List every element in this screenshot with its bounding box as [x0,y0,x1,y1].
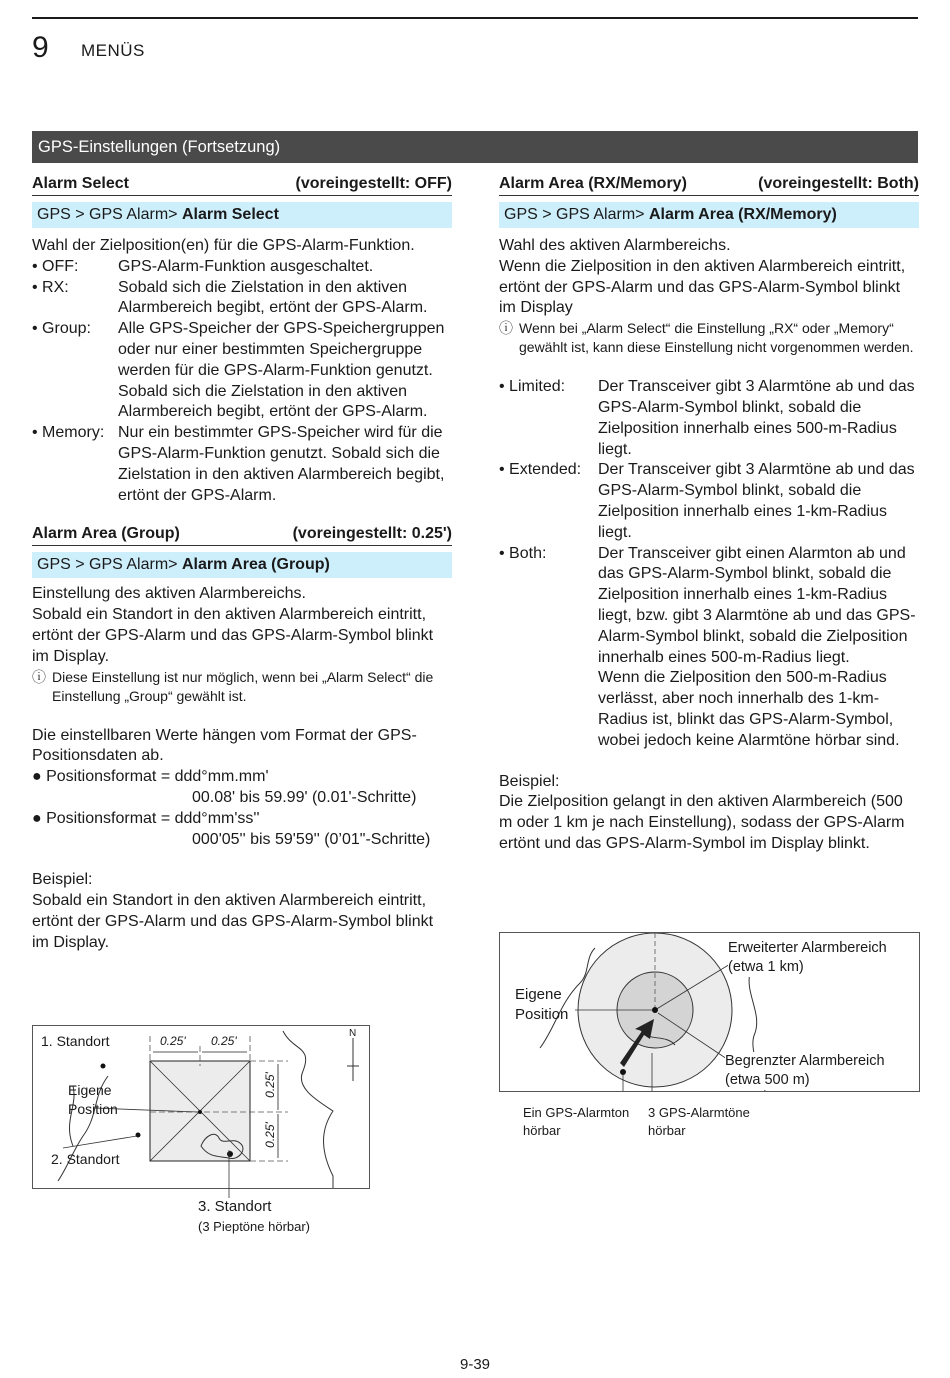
alarm-select-title: Alarm Select [32,175,129,192]
alarm-area-group-title: Alarm Area (Group) [32,525,180,543]
north-label: N [349,1028,357,1039]
eigene-label: Eigene [68,1082,112,1098]
alarm-area-rx-intro: Wahl des aktiven Alarmbereichs. [499,237,731,254]
alarm-area-group-default: (voreingestellt: 0.25') [292,525,452,543]
option-memory: • Memory: Nur ein bestimmter GPS-Speicher wird für die GPS-Alarm-Funktion genutzt. Sobald sich die Zielstation in den aktiven Alarmbereich begibt, ertönt der GPS-Alarm. [32,424,445,504]
standort1-label: 1. Standort [41,1033,110,1049]
alarm-area-rx-desc: Wenn die Zielposition in den aktiven Alarmbereich eintritt, ertönt der GPS-Alarm und das GPS-Alarm-Symbol blinkt im Display [499,257,906,317]
alarm-select-default: (voreingestellt: OFF) [295,175,452,192]
example-label-left: Beispiel: [32,871,93,889]
one-tone-label: Ein GPS-Alarmton hörbar [523,1105,630,1138]
section-title-bar: GPS-Einstellungen (Fortsetzung) [32,131,918,163]
own-position-dot [198,1110,202,1114]
alarm-area-group-intro: Einstellung des aktiven Alarmbereichs. [32,585,306,603]
left-column [32,174,452,954]
alarm-select-intro: Wahl der Zielposition(en) für die GPS-Alarm-Funktion. [32,237,415,254]
bullet-icon: ● [32,768,47,786]
option-limited: • Limited: Der Transceiver gibt 3 Alarmtöne ab und das GPS-Alarm-Symbol blinkt, sobald die Zielposition innerhalb eines 500-m-Radius liegt. [499,378,915,458]
alarm-area-rx-title: Alarm Area (RX/Memory) [499,175,687,192]
three-tones-label: 3 GPS-Alarmtöne hörbar [648,1105,750,1138]
alarm-area-rx-menu-path: GPS > GPS Alarm> Alarm Area (RX/Memory) [499,202,919,228]
alarm-area-group-note: ⓘ Diese Einstellung ist nur möglich, wenn bei „Alarm Select“ die Einstellung „Group“ gewählt ist. [32,668,434,704]
alarm-area-group-heading [32,524,452,546]
format1-range: 00.08' bis 59.99' (0.01'-Schritte) [192,788,417,806]
dim-right-bottom: 0.25' [262,1122,277,1148]
example-label-right: Beispiel: [499,772,560,790]
alarm-area-group-menu-path: GPS > GPS Alarm> Alarm Area (Group) [32,552,452,578]
one-tone-dot [620,1069,626,1075]
own-position-label: Eigene Position [515,986,569,1023]
option-off: • OFF: GPS-Alarm-Funktion ausgeschaltet. [32,257,374,275]
example-text-right: Die Zielposition gelangt in den aktiven Alarmbereich (500 m oder 1 km je nach Einstellung), sodass der GPS-Alarm ertönt und das GPS-Alarm-Symbol im Display blinkt. [499,793,905,852]
group-area-diagram [32,1025,370,1189]
page-number: 9-39 [459,1356,491,1373]
info-icon: ⓘ [32,668,46,685]
option-extended: • Extended: Der Transceiver gibt 3 Alarmtöne ab und das GPS-Alarm-Symbol blinkt, sobald die Zielposition innerhalb eines 1-km-Radius liegt. [499,461,915,541]
chapter-title: MENÜS [81,41,145,60]
coastline [283,1031,333,1188]
standort3-leader [220,1150,240,1200]
example-text-left: Sobald ein Standort in den aktiven Alarmbereich eintritt, ertönt der GPS-Alarm und das GPS-Alarm-Symbol blinkt im Display. [32,892,434,951]
option-both: • Both: Der Transceiver gibt einen Alarmton ab und das GPS-Alarm-Symbol blinkt, sobald die Zielposition innerhalb eines 1-km-Radius liegt, bzw. gibt 3 Alarmtöne ab und das GPS-Alarm-Symbol blinkt, sobald die Zielposition innerhalb eines 500-m-Radius liegt. Wenn die Zielposition den 500-m-Radius verlässt, aber noch innerhalb des 1-km-Radius ist, blinkt das GPS-Alarm-Symbol, wobei jedoch keine Alarmtöne hörbar sind. [499,544,916,749]
alarm-area-rx-note: ⓘ Wenn bei „Alarm Select“ die Einstellung „RX“ oder „Memory“ gewählt ist, kann diese Einstellung nicht vorgenommen werden. [499,320,914,356]
alarm-area-rx-heading [499,174,919,196]
standort3-label: 3. Standort [198,1198,272,1215]
bullet-icon: ● [32,809,47,827]
dim-top-right: 0.25' [211,1034,237,1048]
limited-area-label: Begrenzter Alarmbereich (etwa 500 m) [725,1053,885,1088]
dim-right-top: 0.25' [262,1072,277,1098]
option-group: • Group: Alle GPS-Speicher der GPS-Speichergruppen oder nur einer bestimmten Speichergruppe werden für die GPS-Alarm-Funktion genutzt. Sobald sich die Zielstation in den aktiven Alarmbereich begibt, ertönt der GPS-Alarm. [32,320,445,421]
chapter-number: 9 [32,31,49,64]
standort2-dot [136,1133,141,1138]
right-column [499,174,919,855]
standort3-note: (3 Pieptöne hörbar) [198,1219,311,1234]
format2: ● Positionsformat = ddd°mm'ss'' [32,809,260,827]
alarm-select-heading [32,174,452,196]
option-rx: • RX: Sobald sich die Zielstation in den aktiven Alarmbereich begibt, ertönt der GPS-Alarm. [32,278,428,317]
rx-area-diagram [499,932,920,1092]
alarm-area-rx-default: (voreingestellt: Both) [758,175,919,192]
info-icon: ⓘ [499,320,513,337]
values-intro: Die einstellbaren Werte hängen vom Format der GPS-Positionsdaten ab. [32,726,417,765]
dim-top-left: 0.25' [160,1034,186,1048]
format1: ● Positionsformat = ddd°mm.mm' [32,768,269,786]
position-label: Position [68,1101,118,1117]
alarm-area-group-desc: Sobald ein Standort in den aktiven Alarmbereich eintritt, ertönt der GPS-Alarm und das GPS-Alarm-Symbol blinkt im Display. [32,606,434,665]
own-position-dot [652,1007,658,1013]
format2-range: 000'05'' bis 59'59'' (0’01"-Schritte) [192,830,431,848]
standort2-label: 2. Standort [51,1151,120,1167]
alarm-select-menu-path: GPS > GPS Alarm> Alarm Select [32,202,452,228]
standort1-dot [101,1064,106,1069]
extended-area-label: Erweiterter Alarmbereich (etwa 1 km) [728,940,887,975]
header-rule [32,17,918,19]
